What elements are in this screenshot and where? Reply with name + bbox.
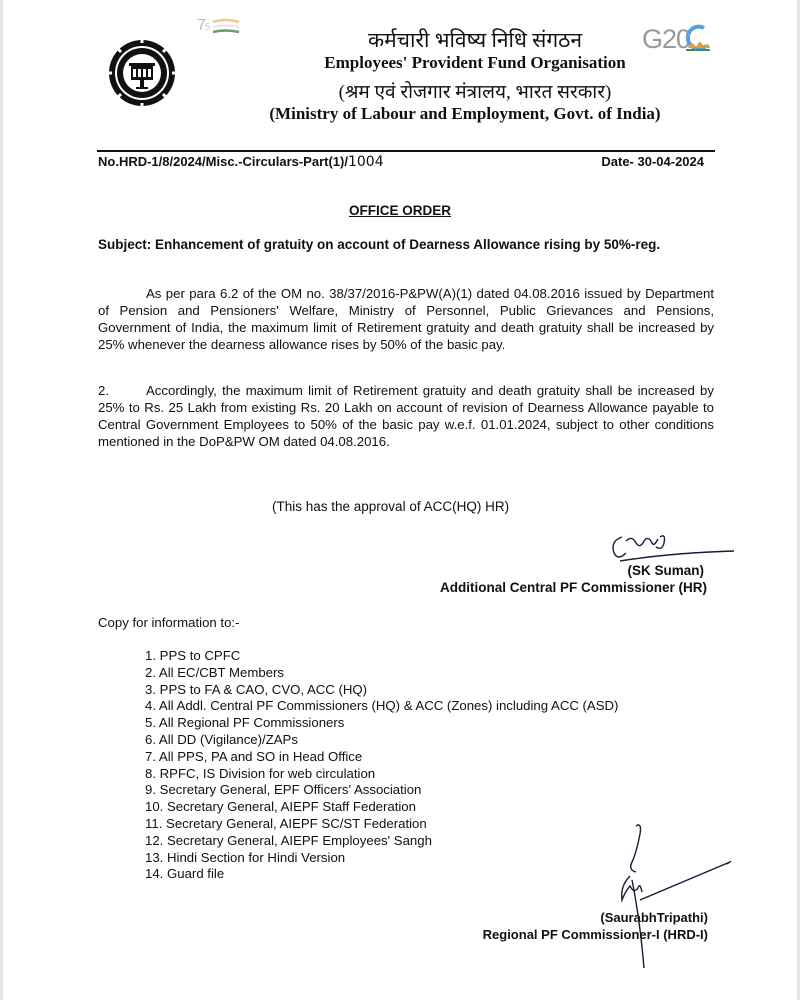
copy-to-title: Copy for information to:- <box>98 615 240 630</box>
azadi-75-logo-icon <box>195 10 255 50</box>
list-item: 5. All Regional PF Commissioners <box>145 715 345 731</box>
list-item: 6. All DD (Vigilance)/ZAPs <box>145 731 298 747</box>
signatory-2-designation: Regional PF Commissioner-I (HRD-I) <box>482 927 708 942</box>
svg-text:. . .: . . . <box>201 40 208 46</box>
list-item: 10. Secretary General, AIEPF Staff Federation <box>145 799 416 815</box>
paragraph-1: As per para 6.2 of the OM no. 38/37/2016-P&PW(A)(1) dated 04.08.2016 issued by Department of Pension and Pensioners' Welfare, Ministry of Personnel, Public Grievances and Pensions, Government of India, the maximum limit of Retirement gratuity and death gratuity shall be increased by 25% whenever the dearness allowance rises by 50% of the basic pay. <box>98 286 714 352</box>
signatory-2-name: (SaurabhTripathi) <box>600 910 708 925</box>
subject-line: Subject: Enhancement of gratuity on account of Dearness Allowance rising by 50%-reg. <box>98 237 661 252</box>
signatory-1-name: (SK Suman) <box>627 563 704 578</box>
reference-number-handwritten: 1004 <box>347 154 384 170</box>
svg-text:5: 5 <box>205 22 211 33</box>
list-item: 9. Secretary General, EPF Officers' Association <box>145 782 422 798</box>
header-divider <box>97 150 715 152</box>
order-date: Date- 30-04-2024 <box>601 154 704 169</box>
list-item: 13. Hindi Section for Hindi Version <box>145 849 346 865</box>
list-item: 1. PPS to CPFC <box>145 648 241 663</box>
document-title: OFFICE ORDER <box>348 203 451 218</box>
copy-to-list <box>145 648 618 883</box>
paragraph-2 <box>98 382 714 450</box>
epfo-emblem-icon <box>107 38 177 108</box>
svg-text:7: 7 <box>197 17 206 34</box>
list-item: 2. All EC/CBT Members <box>145 664 284 680</box>
paragraph-number: 2. <box>98 383 109 398</box>
reference-number-printed: No.HRD-1/8/2024/Misc.-Circulars-Part(1)/ <box>98 154 348 169</box>
list-item: 11. Secretary General, AIEPF SC/ST Federation <box>145 815 427 831</box>
page-edge-left <box>0 0 3 1000</box>
list-item: 12. Secretary General, AIEPF Employees' Sangh <box>145 832 432 848</box>
approval-note: (This has the approval of ACC(HQ) HR) <box>272 499 510 514</box>
reference-number <box>98 154 384 170</box>
signatory-1-designation: Additional Central PF Commissioner (HR) <box>439 580 707 595</box>
g20-logo-icon: G20 <box>642 22 712 62</box>
org-name-english: Employees' Provident Fund Organisation <box>324 53 626 72</box>
ministry-hindi: (श्रम एवं रोजगार मंत्रालय, भारत सरकार) <box>338 82 612 103</box>
ministry-english: (Ministry of Labour and Employment, Govt. of India) <box>269 104 661 123</box>
paragraph-2-text: Accordingly, the maximum limit of Retirement gratuity and death gratuity shall be increased by 25% to Rs. 25 Lakh from existing Rs. 20 Lakh on account of revision of Dearness Allowance payable to Central Government Employees to 50% of the basic pay w.e.f. 01.01.2024, subject to other conditions mentioned in the DoP&PW OM dated 04.08.2016. <box>98 383 714 449</box>
list-item: 8. RPFC, IS Division for web circulation <box>145 765 376 781</box>
org-name-hindi: कर्मचारी भविष्य निधि संगठन <box>367 28 583 52</box>
list-item: 4. All Addl. Central PF Commissioners (HQ) & ACC (Zones) including ACC (ASD) <box>145 698 619 714</box>
list-item: 7. All PPS, PA and SO in Head Office <box>145 748 363 764</box>
list-item: 3. PPS to FA & CAO, CVO, ACC (HQ) <box>145 681 368 697</box>
list-item: 14. Guard file <box>145 866 225 882</box>
lotus-globe-icon <box>682 24 712 58</box>
signature-saurabh-tripathi-icon <box>600 820 740 970</box>
